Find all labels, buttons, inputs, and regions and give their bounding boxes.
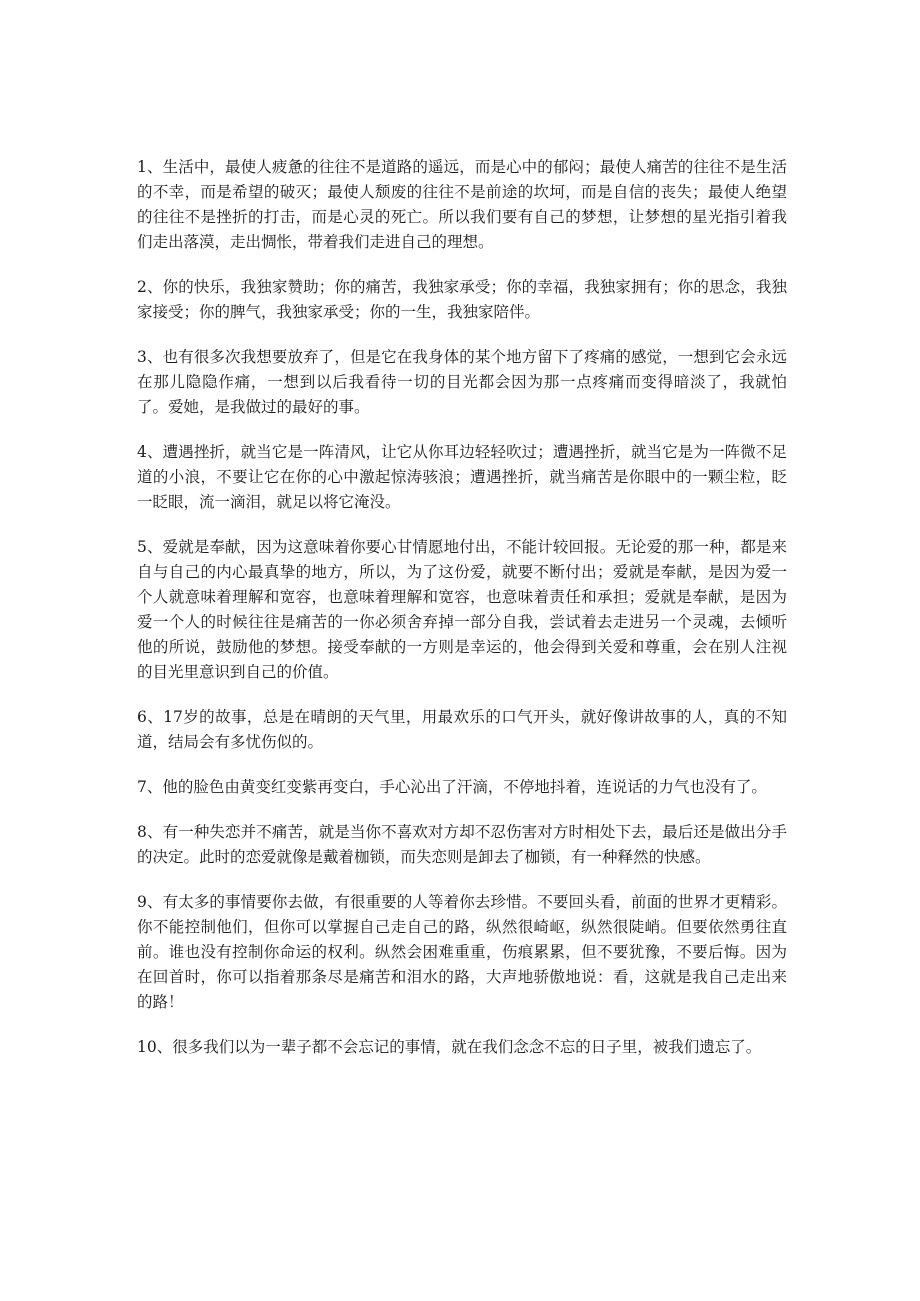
paragraph-8: 8、有一种失恋并不痛苦，就是当你不喜欢对方却不忍伤害对方时相处下去，最后还是做出分手的决定。此时的恋爱就像是戴着枷锁，而失恋则是卸去了枷锁，有一种释然的快感。 xyxy=(137,823,787,866)
paragraph-9: 9、有太多的事情要你去做，有很重要的人等着你去珍惜。不要回头看，前面的世界才更精彩。你不能控制他们，但你可以掌握自己走自己的路，纵然很崎岖，纵然很陡峭。但要依然勇往直前。谁也没有控制你命运的权利。纵然会困难重重，伤痕累累，但不要犹豫，不要后悔。因为在回首时，你可以指着那条尽是痛苦和泪水的路，大声地骄傲地说：看，这就是我自己走出来的路！ xyxy=(137,893,787,1011)
document-body xyxy=(137,155,787,1080)
paragraph-1: 1、生活中，最使人疲惫的往往不是道路的遥远，而是心中的郁闷；最使人痛苦的往往不是生活的不幸，而是希望的破灭；最使人颓废的往往不是前途的坎坷，而是自信的丧失；最使人绝望的往往不是挫折的打击，而是心灵的死亡。所以我们要有自己的梦想，让梦想的星光指引着我们走出落漠，走出惆怅，带着我们走进自己的理想。 xyxy=(137,158,787,251)
paragraph-6: 6、17岁的故事，总是在晴朗的天气里，用最欢乐的口气开头，就好像讲故事的人，真的不知道，结局会有多忧伤似的。 xyxy=(137,708,787,751)
paragraph-7: 7、他的脸色由黄变红变紫再变白，手心沁出了汗滴，不停地抖着，连说话的力气也没有了。 xyxy=(137,778,767,796)
paragraph-10: 10、很多我们以为一辈子都不会忘记的事情，就在我们念念不忘的日子里，被我们遗忘了。 xyxy=(137,1038,762,1056)
paragraph-3: 3、也有很多次我想要放弃了，但是它在我身体的某个地方留下了疼痛的感觉，一想到它会永远在那儿隐隐作痛，一想到以后我看待一切的目光都会因为那一点疼痛而变得暗淡了，我就怕了。爱她，是我做过的最好的事。 xyxy=(137,348,787,416)
paragraph-2: 2、你的快乐，我独家赞助；你的痛苦，我独家承受；你的幸福，我独家拥有；你的思念，我独家接受；你的脾气，我独家承受；你的一生，我独家陪伴。 xyxy=(137,278,787,321)
paragraph-4: 4、遭遇挫折，就当它是一阵清风，让它从你耳边轻轻吹过；遭遇挫折，就当它是为一阵微不足道的小浪，不要让它在你的心中激起惊涛骇浪；遭遇挫折，就当痛苦是你眼中的一颗尘粒，眨一眨眼，流一滴泪，就足以将它淹没。 xyxy=(137,443,787,511)
paragraph-5: 5、爱就是奉献，因为这意味着你要心甘情愿地付出，不能计较回报。无论爱的那一种，都是来自与自己的内心最真挚的地方，所以，为了这份爱，就要不断付出；爱就是奉献，是因为爱一个人就意味着理解和宽容，也意味着理解和宽容，也意味着责任和承担；爱就是奉献，是因为爱一个人的时候往往是痛苦的一你必须舍弃掉一部分自我，尝试着去走进另一个灵魂，去倾听他的所说，鼓励他的梦想。接受奉献的一方则是幸运的，他会得到关爱和尊重，会在别人注视的目光里意识到自己的价值。 xyxy=(137,538,787,681)
